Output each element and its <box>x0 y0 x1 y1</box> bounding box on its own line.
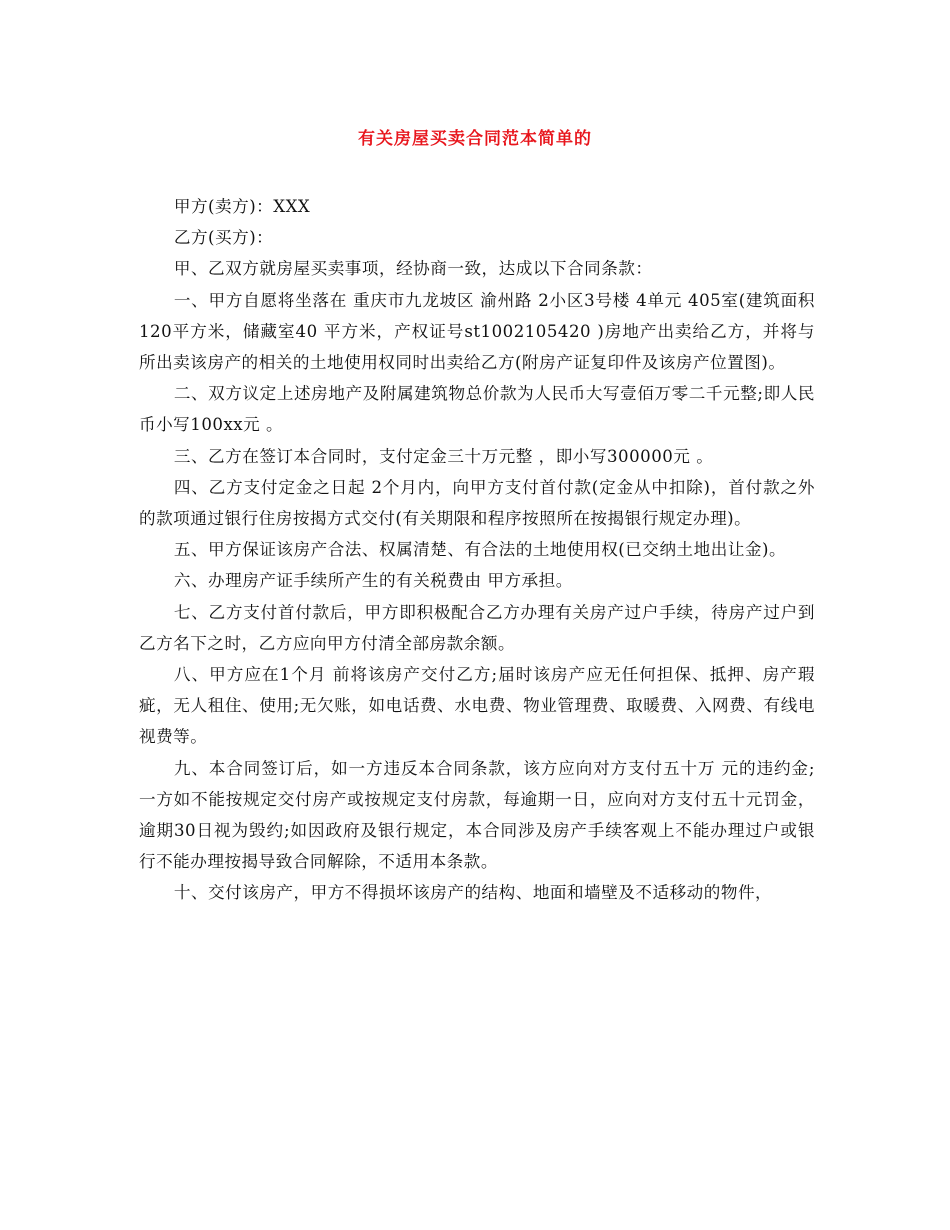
party-a-line: 甲方(卖方)：XXX <box>173 197 311 216</box>
clause-7: 七、乙方支付首付款后，甲方即积极配合乙方办理有关房产过户手续，待房产过户到乙方名下之时，乙方应向甲方付清全部房款余额。 <box>139 602 815 653</box>
clause-1: 一、甲方自愿将坐落在 重庆市九龙坡区 渝州路 2小区3号楼 4单元 405室(建筑面积120平方米，储藏室40 平方米，产权证号st1002105420 )房地产出卖给乙方，并将与所出卖该房产的相关的土地使用权同时出卖给乙方(附房产证复印件及该房产位置图)。 <box>139 290 815 373</box>
party-b-line: 乙方(买方)： <box>173 228 274 248</box>
clause-6: 六、办理房产证手续所产生的有关税费由 甲方承担。 <box>173 571 573 591</box>
clause-10: 十、交付该房产，甲方不得损坏该房产的结构、地面和墙壁及不适移动的物件， <box>173 883 773 903</box>
clause-8: 八、甲方应在1个月 前将该房产交付乙方;届时该房产应无任何担保、抵押、房产瑕疵，无人租住、使用;无欠账，如电话费、水电费、物业管理费、取暖费、入网费、有线电视费等。 <box>139 665 815 747</box>
preamble-paragraph: 甲、乙双方就房屋买卖事项，经协商一致，达成以下合同条款： <box>173 259 653 279</box>
clause-5: 五、甲方保证该房产合法、权属清楚、有合法的土地使用权(已交纳土地出让金)。 <box>173 540 787 560</box>
document-body <box>139 191 815 909</box>
clause-2: 二、双方议定上述房地产及附属建筑物总价款为人民币大写壹佰万零二千元整;即人民币小写100xx元 。 <box>139 384 815 435</box>
clause-9: 九、本合同签订后，如一方违反本合同条款，该方应向对方支付五十万 元的违约金;一方如不能按规定交付房产或按规定支付房款，每逾期一日，应向对方支付五十元罚金，逾期30日视为毁约;如因政府及银行规定，本合同涉及房产手续客观上不能办理过户或银行不能办理按揭导致合同解除，不适用本条款。 <box>139 758 815 872</box>
clause-4: 四、乙方支付定金之日起 2个月内，向甲方支付首付款(定金从中扣除)，首付款之外的款项通过银行住房按揭方式交付(有关期限和程序按照所在按揭银行规定办理)。 <box>139 477 815 529</box>
document-title: 有关房屋买卖合同范本简单的 <box>358 129 592 149</box>
clause-3: 三、乙方在签订本合同时，支付定金三十万元整 ，即小写300000元 。 <box>173 446 714 466</box>
